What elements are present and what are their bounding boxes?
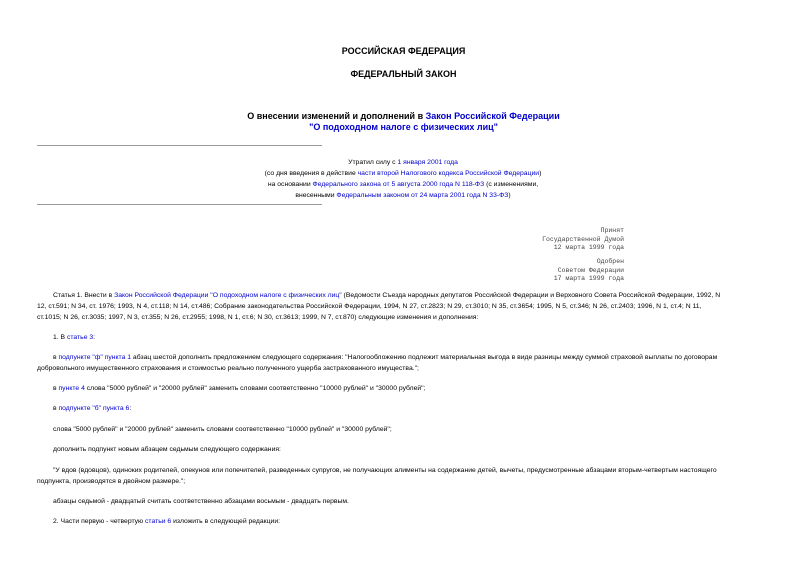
adoption-council [554, 258, 624, 284]
article6-link[interactable]: статьи 6 [145, 518, 172, 525]
body-text: 2. Части первую - четвертую [53, 518, 146, 525]
status-text: Утратил силу с [348, 159, 398, 166]
item-2 [53, 517, 280, 528]
body-text: Статья 1. Внести в [53, 292, 115, 299]
law-title-prefix: О внесении изменений и дополнений в [247, 111, 426, 121]
body-text: изложить в следующей редакции: [171, 518, 281, 525]
law-name-link[interactable]: "О подоходном налоге с физических лиц" [210, 292, 342, 299]
subitem-f-link[interactable]: подпункте "ф" пункта 1 [58, 354, 132, 361]
adoption-line: Одобрен [596, 258, 624, 265]
adoption-line: Советом Федерации [557, 266, 624, 274]
status-note [230, 157, 576, 201]
law-title-line2 [0, 122, 807, 132]
law-type-heading: ФЕДЕРАЛЬНЫЙ ЗАКОН [350, 69, 457, 79]
status-text: внесенными [295, 192, 337, 199]
federal-law-118-link[interactable]: Федерального закона от 5 августа 2000 года N 118-ФЗ [312, 181, 485, 188]
adoption-line: Принят [600, 227, 624, 234]
article1-line1 [53, 291, 720, 302]
country-heading: РОССИЙСКАЯ ФЕДЕРАЦИЯ [341, 46, 466, 56]
status-text: (с изменениями, [484, 181, 539, 188]
subitem-b-link[interactable]: подпункте "б" пункта 6 [58, 405, 130, 412]
body-text: (Ведомости Съезда народных депутатов Российской Федерации и Верховного Совета Российской Федерации, 1992, N [341, 292, 721, 299]
status-note-line [230, 157, 576, 168]
body-text: абзац шестой дополнить предложением следующего содержания: "Налогообложению подлежит материальная выгода в виде разницы между суммой страховой выплаты по договорам [131, 354, 718, 361]
body-text: слова "5000 рублей" и "20000 рублей" заменить словами соответственно "10000 рублей" и "30000 рублей"; [84, 385, 426, 392]
body-text: : [93, 334, 96, 341]
article1-line3: ст.1015; N 26, ст.3035; 1997, N 3, ст.355; N 26, ст.2955; 1998, N 1, ст.6; N 30, ст.3613; 1999, N 7, ст.870) следующие изменения и дополнения: [37, 314, 479, 321]
divider-top [37, 145, 322, 146]
words-replace-paragraph: слова "5000 рублей" и "20000 рублей" заменить словами соответственно "10000 рублей" и "30000 рублей"; [53, 426, 392, 433]
status-text: на основании [267, 181, 313, 188]
body-text: в [53, 354, 59, 361]
subitem-f-line1 [53, 353, 717, 364]
status-text: ) [539, 170, 542, 177]
status-text: (со дня введения в действие [264, 170, 358, 177]
law-title-link-1[interactable]: Закон Российской Федерации [425, 111, 560, 121]
status-note-line [230, 179, 576, 190]
item-1 [53, 333, 95, 344]
adoption-line: Государственной Думой [542, 235, 624, 243]
law-title-link-2[interactable]: "О подоходном налоге с физических лиц" [309, 122, 498, 132]
renumber-paragraph: абзацы седьмой - двадцатый считать соответственно абзацами восьмым - двадцать первым. [53, 498, 349, 505]
status-note-line [230, 168, 576, 179]
subitem-b-paragraph [53, 404, 131, 415]
status-text: ) [508, 192, 511, 199]
status-note-line [230, 190, 576, 201]
item4-link[interactable]: пункте 4 [58, 385, 85, 392]
law-title-line1 [0, 111, 807, 121]
subitem-f-line2: добровольного имущественного страхования и стоимостью реально полученного ущерба застрахованного имущества."; [37, 365, 419, 372]
tax-code-link[interactable]: части второй Налогового кодекса Российской Федерации [357, 170, 540, 177]
body-text: в [53, 405, 59, 412]
add-paragraph: дополнить подпункт новым абзацем седьмым следующего содержания: [53, 446, 281, 453]
status-date-link[interactable]: 1 января 2001 года [397, 159, 458, 166]
adoption-line: 12 марта 1999 года [553, 244, 624, 251]
item-4-paragraph [53, 384, 426, 395]
body-text: 1. В [53, 334, 67, 341]
federal-law-33-link[interactable]: Федеральным законом от 24 марта 2001 года N 33-ФЗ [336, 192, 509, 199]
article1-line2: 12, ст.591; N 34, ст. 1976; 1993, N 4, ст.118; N 14, ст.486; Собрание законодательства Российской Федерации, 1994, N 27, ст.2823; N 29, ст.3010; N 35, ст.3654; 1995, N 5, ст.346; N 26, ст.2403; 1996, N 1, ст.4; N 11, [37, 303, 702, 310]
body-text: в [53, 385, 59, 392]
divider-bottom [37, 204, 322, 205]
adoption-duma [542, 227, 624, 253]
body-text: : [129, 405, 132, 412]
adoption-line: 17 марта 1999 года [553, 275, 624, 282]
new-paragraph-line2: подпункта, производятся в двойном размере."; [37, 478, 186, 485]
article3-link[interactable]: статье 3 [66, 334, 94, 341]
new-paragraph-line1: "У вдов (вдовцов), одиноких родителей, опекунов или попечителей, разведенных супругов, не получающих алименты на содержание детей, вычеты, предусмотренные абзацами вторым-четвертым настоящего [53, 467, 717, 474]
law-link[interactable]: Закон Российской Федерации [114, 292, 209, 299]
